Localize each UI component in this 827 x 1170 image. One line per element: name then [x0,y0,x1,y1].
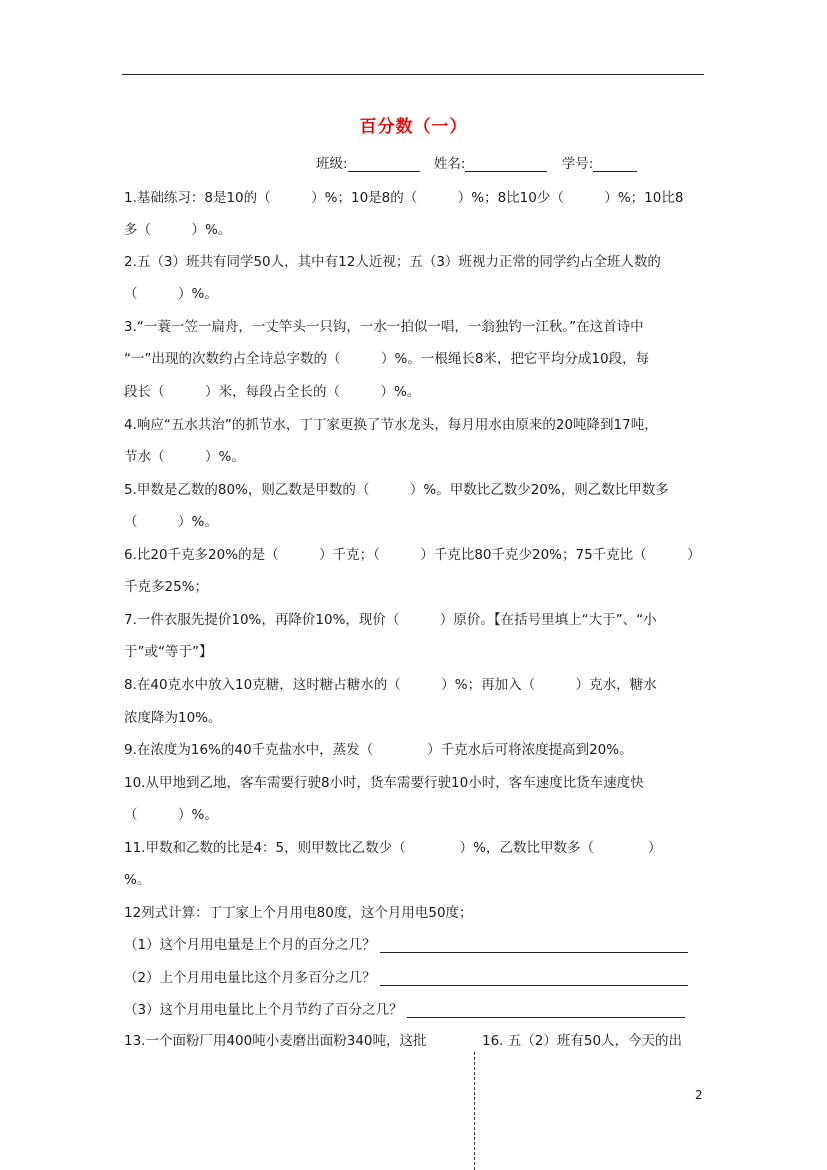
question-line: （ ）%。 [124,514,218,530]
question-line: 段长（ ）米，每段占全长的（ ）%。 [124,384,421,400]
question-line: 节水（ ）%。 [124,449,245,465]
question-line: （ ）%。 [124,286,218,302]
sub-question-3: （3）这个月用电量比上个月节约了百分之几？ [124,998,685,1018]
answer-line-1[interactable] [380,937,688,953]
name-blank[interactable] [465,156,547,172]
id-blank[interactable] [593,156,637,172]
question-line: 2.五（3）班共有同学50人，其中有12人近视；五（3）班视力正常的同学约占全班人数的 [124,254,661,270]
question-line: 于”或“等于”】 [124,644,213,660]
question-line: 12列式计算：丁丁家上个月用电80度，这个月用电50度； [124,905,473,921]
question-line: 1.基础练习：8是10的（ ）%；10是8的（ ）%；8比10少（ ）%；10比8 [124,190,684,206]
sub-question-2: （2）上个月用电量比这个月多百分之几？ [124,966,688,986]
id-label: 学号: [561,156,594,172]
question-line: 6.比20千克多20%的是（ ）千克；（ ）千克比80千克少20%；75千克比（ ） [124,547,701,563]
question-line: 多（ ）%。 [124,222,232,238]
worksheet-title: 百分数（一） [359,117,468,137]
student-info-line [316,152,647,172]
question-13: 13.一个面粉厂用400吨小麦磨出面粉340吨，这批 [124,1033,427,1049]
question-line: 7.一件衣服先提价10%，再降价10%，现价（ ）原价。【在括号里填上“大于”、“小 [124,612,657,628]
page-number: 2 [695,1088,703,1102]
question-line: 千克多25%； [124,579,209,595]
question-line: 9.在浓度为16%的40千克盐水中，蒸发（ ）千克水后可将浓度提高到20%。 [124,742,633,758]
question-line: 10.从甲地到乙地，客车需要行驶8小时，货车需要行驶10小时，客车速度比货车速度快 [124,775,644,791]
question-line: 4.响应“五水共治”的抓节水，丁丁家更换了节水龙头，每月用水由原来的20吨降到17吨， [124,417,658,433]
question-line: 浓度降为10%。 [124,710,222,726]
question-line: （ ）%。 [124,807,218,823]
question-16: 16. 五（2）班有50人，今天的出 [482,1033,683,1049]
class-blank[interactable] [348,156,420,172]
column-divider [474,1052,475,1170]
question-line: 3.“一蓑一笠一扁舟，一丈竿头一只钩，一水一拍似一唱，一翁独钓一江秋。”在这首诗中 [124,319,644,335]
name-label: 姓名: [433,156,466,172]
question-line: %。 [124,872,151,888]
question-line: 11.甲数和乙数的比是4：5，则甲数比乙数少（ ）%，乙数比甲数多（ ） [124,840,662,856]
answer-line-3[interactable] [407,1002,685,1018]
question-line: “一”出现的次数约占全诗总字数的（ ）%。一根绳长8米，把它平均分成10段，每 [124,351,650,367]
answer-line-2[interactable] [380,970,688,986]
class-label: 班级: [316,156,348,172]
question-line: 8.在40克水中放入10克糖，这时糖占糖水的（ ）%；再加入（ ）克水，糖水 [124,677,657,693]
header-rule [122,74,704,75]
sub-question-1: （1）这个月用电量是上个月的百分之几？ [124,933,688,953]
question-line: 5.甲数是乙数的80%，则乙数是甲数的（ ）%。甲数比乙数少20%，则乙数比甲数多 [124,482,669,498]
